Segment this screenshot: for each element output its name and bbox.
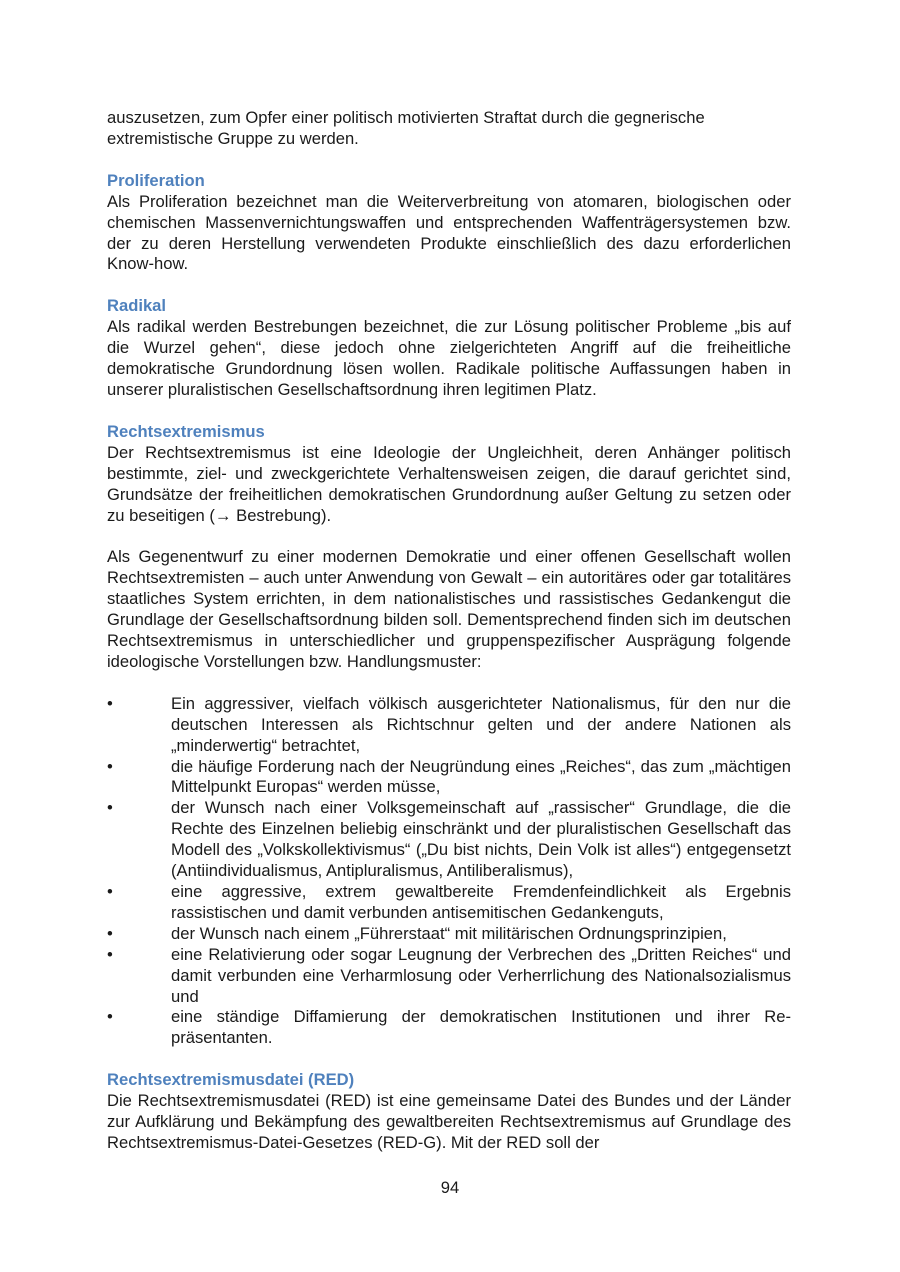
heading-rechtsextremismus: Rechtsextremismus	[107, 421, 265, 441]
list-item-text: der Wunsch nach einer Volksgemeinschaft auf „rassischer“ Grundlage, die die Rechte des Einzelnen beliebig einschränkt und der pluralistischen Gesellschaft das Modell des „Volkskollektivismus“ („Du bist nichts, Dein Volk ist alles“) entgegensetzt (Antiindividualismus, Antipluralismus, Antiliberalismus),	[171, 798, 791, 881]
bullet-symbol: •	[107, 923, 113, 943]
list-item	[107, 694, 791, 757]
list-item-text: eine Relativierung oder sogar Leugnung der Verbrechen des „Dritten Reiches“ und damit verbunden eine Verharmlosung oder Verherrlichung des Nationalsozialismus und	[171, 944, 791, 1006]
list-item-text: Ein aggressiver, vielfach völkisch ausgerichteter Nationalismus, für den nur die deutschen Interessen als Richtschnur gelten und der andere Nationen als „minderwertig“ betrachtet,	[171, 693, 791, 755]
bullet-symbol: •	[107, 882, 113, 901]
heading-proliferation: Proliferation	[107, 170, 205, 190]
heading-radikal: Radikal	[107, 296, 167, 316]
list-item-text: eine aggressive, extrem gewaltbereite Fremdenfeindlichkeit als Ergebnis rassistischen und damit verbunden antisemitischen Gedankenguts,	[171, 882, 791, 922]
bullet-symbol: •	[107, 798, 113, 818]
list-item	[107, 798, 791, 882]
paragraph-rechtsextremismus-1: Der Rechtsextremismus ist eine Ideologie der Ungleichheit, deren Anhänger politisch bestimmte, ziel- und zweckgerichtete Verhaltensweisen zeigen, die darauf gerichtet sind, Grundsätze der freiheitlichen demokratischen Grundordnung außer Geltung zu setzen oder zu beseitigen (→ Bestrebung).	[107, 442, 791, 525]
bullet-symbol: •	[107, 693, 113, 713]
paragraph-radikal: Als radikal werden Bestrebungen bezeichnet, die zur Lösung politischer Probleme „bis auf die Wurzel gehen“, diese jedoch ohne zielgerichteten Angriff auf die freiheitliche demokratische Grundordnung lösen wollen. Radikale politische Auffassungen haben in unserer pluralistischen Gesellschaftsordnung ihren legitimen Platz.	[107, 317, 791, 399]
bullet-symbol: •	[107, 944, 113, 964]
paragraph-proliferation: Als Proliferation bezeichnet man die Weiterverbreitung von atomaren, biologischen oder chemischen Massenvernichtungswaffen und entsprechenden Waffenträgersystemen bzw. der zu deren Herstellung verwendeten Produkte einschließlich des dazu erforderlichen Know-how.	[107, 191, 791, 274]
list-item	[107, 945, 791, 1008]
document-page	[107, 108, 791, 1154]
bullet-symbol: •	[107, 756, 113, 776]
heading-red: Rechtsextremismusdatei (RED)	[107, 1070, 355, 1090]
ideology-bullet-list	[107, 694, 791, 1049]
list-item	[107, 757, 791, 799]
list-item-text: eine ständige Diffamierung der demokratischen Institutionen und ihrer Repräsentanten.	[171, 1007, 791, 1048]
page-number: 94	[440, 1178, 460, 1197]
list-item	[107, 882, 791, 924]
list-item-text: die häufige Forderung nach der Neugründung eines „Reiches“, das zum „mächtigen Mittelpunkt Europas“ werden müsse,	[171, 756, 791, 797]
list-item-text: der Wunsch nach einem „Führerstaat“ mit militärischen Ordnungsprinzipien,	[171, 923, 727, 943]
list-item	[107, 1007, 791, 1049]
paragraph-red: Die Rechtsextremismusdatei (RED) ist eine gemeinsame Datei des Bundes und der Länder zur Aufklärung und Bekämpfung des gewaltbereiten Rechtsextremismus auf Grundlage des Rechtsextremismus-Datei-Gesetzes (RED-G). Mit der RED soll der	[107, 1091, 791, 1152]
paragraph-rechtsextremismus-2: Als Gegenentwurf zu einer modernen Demokratie und einer offenen Gesellschaft wollen Rechtsextremisten – auch unter Anwendung von Gewalt – ein autoritäres oder gar totalitäres staatliches System errichten, in dem nationalistisches und rassistisches Gedankengut die Grundlage der Gesellschaftsordnung bilden soll. Dementsprechend finden sich im deutschen Rechtsextremismus in unterschiedlicher und gruppenspezifischer Ausprägung folgende ideologische Vorstellungen bzw. Handlungsmuster:	[107, 547, 791, 671]
bullet-symbol: •	[107, 1007, 113, 1027]
list-item	[107, 924, 791, 945]
intro-paragraph: auszusetzen, zum Opfer einer politisch motivierten Straftat durch die gegnerische extremistische Gruppe zu werden.	[107, 108, 705, 148]
